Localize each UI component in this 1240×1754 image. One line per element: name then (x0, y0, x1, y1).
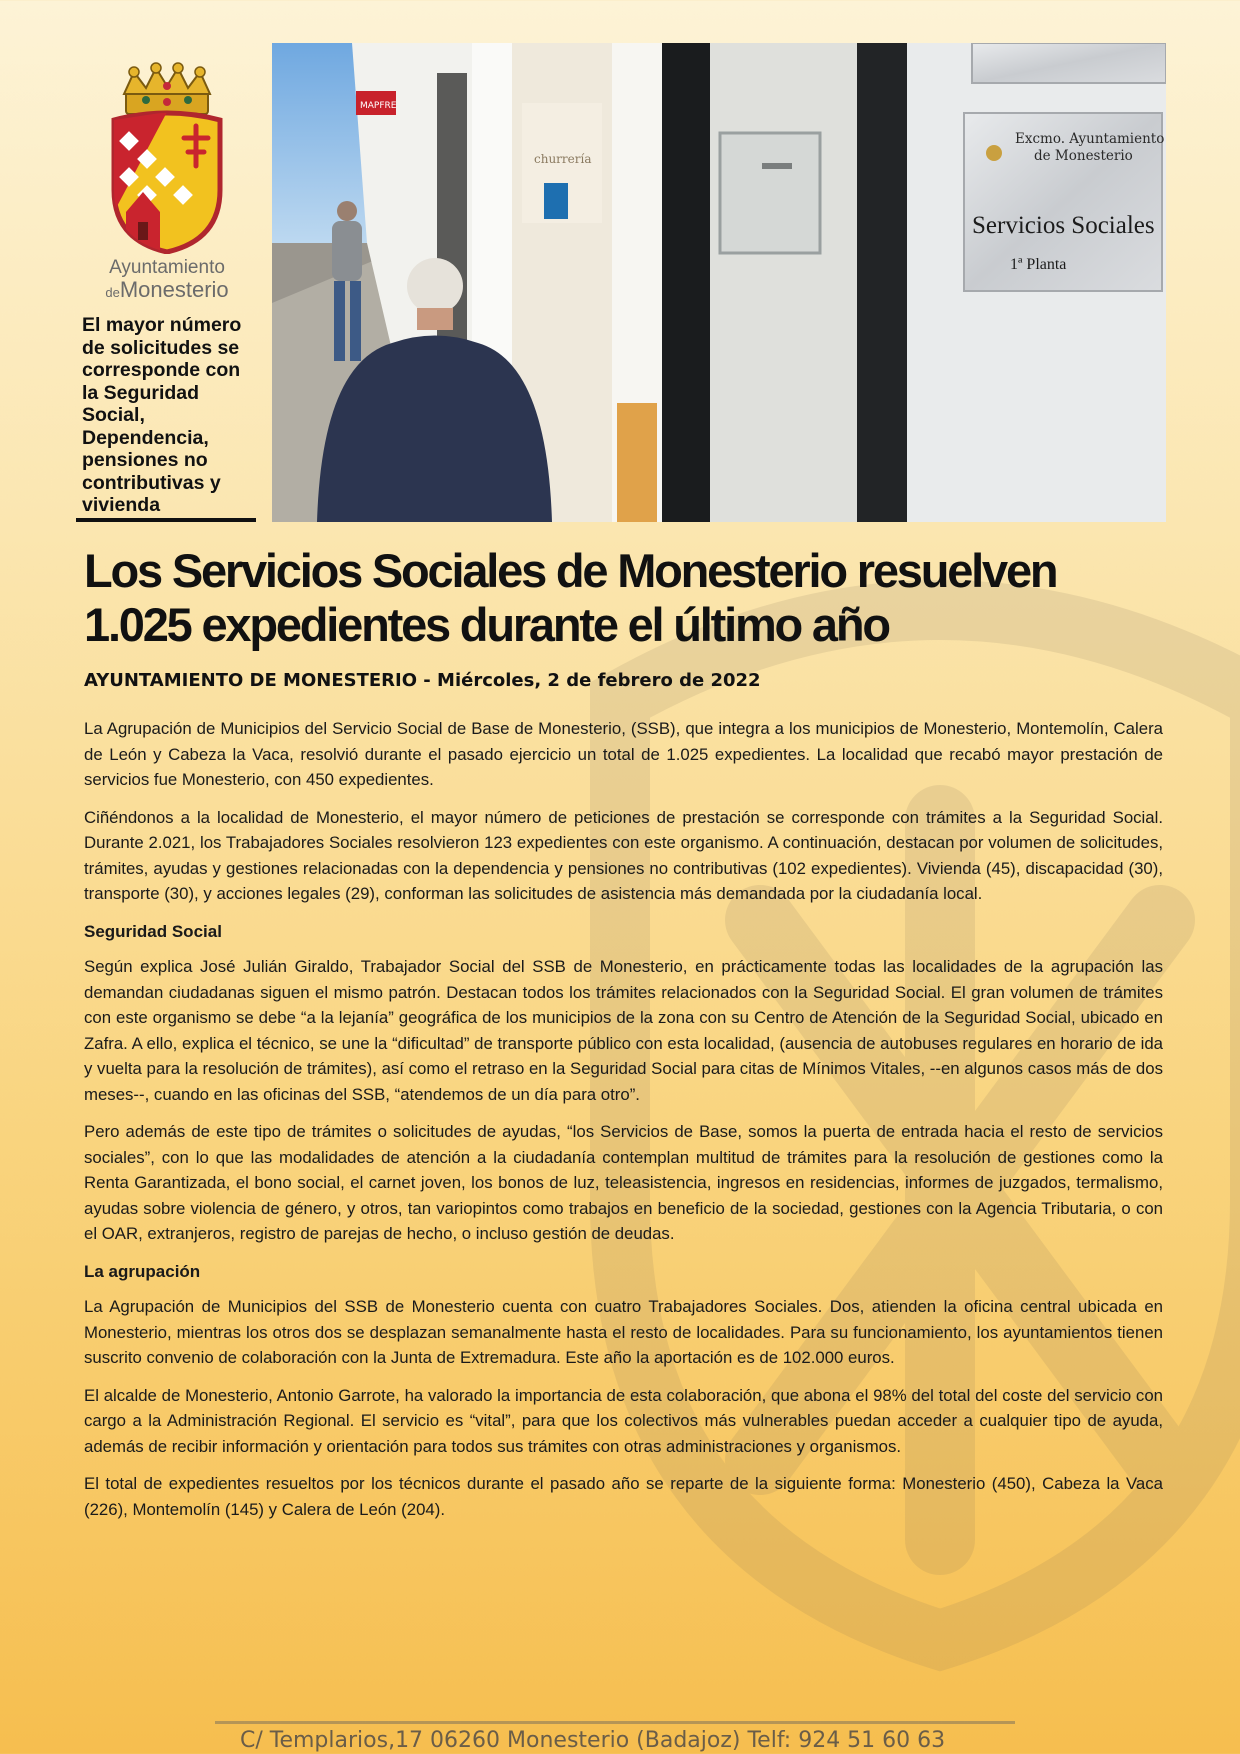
article-byline: AYUNTAMIENTO DE MONESTERIO - Miércoles, 2 de febrero de 2022 (84, 670, 761, 691)
logo-text-monesterio (96, 278, 238, 301)
municipality-logo (96, 62, 238, 301)
article-headline (84, 544, 1184, 652)
paragraph-other-services: Pero además de este tipo de trámites o solicitudes de ayudas, “los Servicios de Base, somos la puerta de entrada hacia el resto de servicios sociales”, con lo que las modalidades de atención a la ciudadanía contemplan multitud de trámites para la resolución de gestiones como la Renta Garantizada, el bono social, el carnet joven, los bonos de luz, teleasistencia, ingresos en residencias, informes de juzgados, termalismo, ayudas sobre violencia de género, y otros, tan variopintos como trabajos en beneficio de la sociedad, gestiones con la Agencia Tributaria, o con el OAR, extranjeros, registro de parejas de hecho, o incluso gestión de deudas. (84, 1122, 1163, 1243)
coat-of-arms-icon (96, 62, 238, 254)
paragraph-intro: La Agrupación de Municipios del Servicio Social de Base de Monesterio, (SSB), que integra a los municipios de Monesterio, Montemolín, Calera de León y Cabeza la Vaca, resolvió durante el pasado ejercicio un total de 1.025 expedientes. La localidad que recabó mayor prestación de servicios fue Monesterio, con 450 expedientes. (84, 719, 1163, 789)
subheading-agrupacion: La agrupación (84, 1261, 201, 1281)
photo-shop-sign: MAPFRE (360, 101, 397, 111)
subheading-seguridad-social: Seguridad Social (84, 921, 222, 941)
paragraph-local-requests: Ciñéndonos a la localidad de Monesterio, el mayor número de peticiones de prestación se corresponde con trámites a la Seguridad Social. Durante 2.021, los Trabajadores Sociales resolvieron 123 expedientes con este organismo. A continuación, destacan por volumen de solicitudes, trámites, ayudas y gestiones relacionadas con la dependencia y pensiones no contributivas (102 expedientes). Vivienda (45), discapacidad (30), transporte (30), y acciones legales (29), conforman las solicitudes de asistencia más demandada por la ciudadanía local. (84, 807, 1163, 903)
sidebar-highlight: El mayor número de solicitudes se corresponde con la Seguridad Social, Dependencia, pensiones no contributivas y vivienda (82, 314, 242, 516)
article-body (84, 716, 1163, 1534)
logo-text-ayuntamiento: Ayuntamiento (109, 257, 225, 278)
photo-sign-line1: Excmo. Ayuntamiento (1015, 131, 1165, 147)
paragraph-agrupacion: La Agrupación de Municipios del SSB de Monesterio cuenta con cuatro Trabajadores Sociales. Dos, atienden la oficina central ubicada en Monesterio, mientras los otros dos se desplazan semanalmente hasta el resto de localidades. Para su funcionamiento, los ayuntamientos tienen suscrito convenio de colaboración con la Junta de Extremadura. Este año la aportación es de 102.000 euros. (84, 1297, 1163, 1367)
headline-line1: Los Servicios Sociales de Monesterio resuelven (84, 544, 1057, 597)
logo-text-name: Monesterio (119, 276, 229, 302)
sidebar-divider (76, 518, 256, 522)
photo-sign-floor: 1ª Planta (1010, 256, 1067, 273)
footer-divider (215, 1721, 1015, 1724)
paragraph-totals: El total de expedientes resueltos por los técnicos durante el pasado año se reparte de la siguiente forma: Monesterio (450), Cabeza la Vaca (226), Montemolín (145) y Calera de León (204). (84, 1474, 1163, 1519)
paragraph-mayor: El alcalde de Monesterio, Antonio Garrote, ha valorado la importancia de esta colaboración, que abona el 98% del total del coste del servicio con cargo a la Administración Regional. El servicio es “vital”, para que los colectivos más vulnerables puedan acceder a cualquier tipo de ayuda, además de recibir información y orientación para todos sus trámites con otras administraciones y organismos. (84, 1385, 1163, 1456)
photo-sign-line2: de Monesterio (1034, 148, 1133, 164)
footer-address: C/ Templarios,17 06260 Monesterio (Badajoz) Telf: 924 51 60 63 (240, 1728, 946, 1753)
photo-sign-title: Servicios Sociales (972, 212, 1155, 239)
headline-line2: 1.025 expedientes durante el último año (84, 598, 889, 651)
photo-shop-name: churrería (534, 152, 592, 166)
logo-text-de: de (105, 284, 120, 300)
paragraph-seguridad-social: Según explica José Julián Giraldo, Trabajador Social del SSB de Monesterio, en prácticamente todas las localidades de la agrupación las demandan ciudadanas siguen el mismo patrón. Destacan todos los trámites relacionados con la Seguridad Social. El gran volumen de trámites con este organismo se debe “a la lejanía” geográfica de los municipios de la zona con su Centro de Atención de la Seguridad Social, ubicado en Zafra. A ello, explica el técnico, se une la “dificultad” de transporte público con esta localidad, (ausencia de autobuses regulares en horario de ida y vuelta para la resolución de trámites), así como el retraso en la Seguridad Social para citas de Mínimos Vitales, --en algunos casos más de dos meses--, cuando en las oficinas del SSB, “atendemos de un día para otro”. (84, 957, 1163, 1104)
street-photo (272, 43, 1166, 522)
